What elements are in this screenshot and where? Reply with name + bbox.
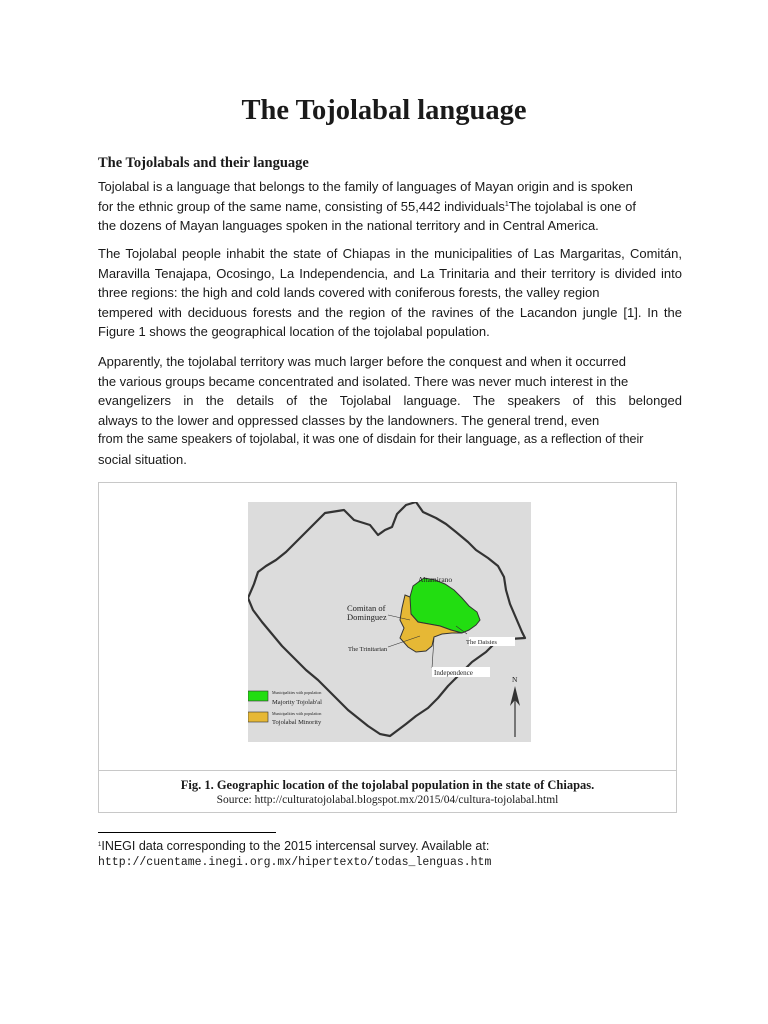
north-label: N [512,675,518,684]
footnote-marker: 1 [504,200,509,208]
chiapas-map [248,502,531,742]
figure-box [98,482,677,813]
paragraph-1-line-2-text: for the ethnic group of the same name, consisting of 55,442 individuals [98,198,505,214]
map-svg [248,502,531,742]
paragraph-3-line-1: Apparently, the tojolabal territory was much larger before the conquest and when it occurred [98,354,626,369]
label-daisies: The Daisies [466,639,497,646]
paragraph-3 [98,352,682,469]
paragraph-3-line-4: always to the lower and oppressed classes by the landowners. The general trend, even [98,412,600,428]
map-background [248,502,531,742]
paragraph-3-line-3: evangelizers in the details of the Tojolabal language. The speakers of this belonged [98,393,682,408]
footnote-body: INEGI data corresponding to the 2015 intercensal survey. Available at: [101,839,490,853]
section-heading: The Tojolabals and their language [98,155,309,171]
figure-caption: Fig. 1. Geographic location of the tojolabal population in the state of Chiapas. [180,778,595,792]
footnote-url: http://cuentame.inegi.org.mx/hipertexto/todas_lenguas.htm [98,856,492,869]
legend-small-minority: Municipalities with population [272,711,322,716]
page-title: The Tojolabal language [241,95,527,126]
label-altamirano: Altamirano [418,575,453,584]
footnote-text [98,839,489,853]
paragraph-1-line-3: the dozens of Mayan languages spoken in the national territory and in Central America. [98,218,599,233]
legend-small-majority: Municipalities with population [272,690,322,695]
paragraph-1-line-1: Tojolabal is a language that belongs to the family of languages of Mayan origin and is spoken [98,179,633,194]
paragraph-2-line-4: tempered with deciduous forests and the region of the ravines of the Lacandon jungle [1]. In the [98,304,682,320]
paragraph-2-line-3: three regions: the high and cold lands covered with coniferous forests, the valley region [98,285,600,300]
footnote-number: 1 [98,842,102,848]
label-comitan-2: Dominguez [347,612,387,622]
legend-swatch-minority [248,712,268,722]
label-comitan-1: Comitan of [347,603,386,613]
label-independence: Independence [434,669,473,677]
legend-label-majority: Majority Tojolab'al [272,699,322,706]
paragraph-2-line-1: The Tojolabal people inhabit the state of Chiapas in the municipalities of Las Margaritas, Comitán, [98,246,682,261]
figure-source: Source: http://culturatojolabal.blogspot.mx/2015/04/cultura-tojolabal.html [216,794,559,806]
paragraph-2-line-2: Maravilla Tenajapa, Ocosingo, La Independencia, and La Trinitaria and their territory is divided into [98,265,682,281]
label-trinitarian: The Trinitarian [348,646,388,653]
paragraph-1-line-2-cont: The tojolabal is one of [508,198,636,214]
paragraph-3-line-2: the various groups became concentrated and isolated. There was never much interest in the [98,373,629,389]
figure-separator [99,770,676,771]
paragraph-3-line-5: from the same speakers of tojolabal, it was one of disdain for their language, as a reflection of their [98,432,644,446]
paragraph-2 [98,244,682,342]
footnote-separator [98,832,276,833]
paragraph-2-line-5: Figure 1 shows the geographical location of the tojolabal population. [98,324,490,339]
legend-label-minority: Tojolabal Minority [272,719,322,726]
paragraph-3-line-6: social situation. [98,451,187,467]
paragraph-1-line-2 [98,197,682,217]
paragraph-1 [98,177,682,236]
legend-swatch-majority [248,691,268,701]
